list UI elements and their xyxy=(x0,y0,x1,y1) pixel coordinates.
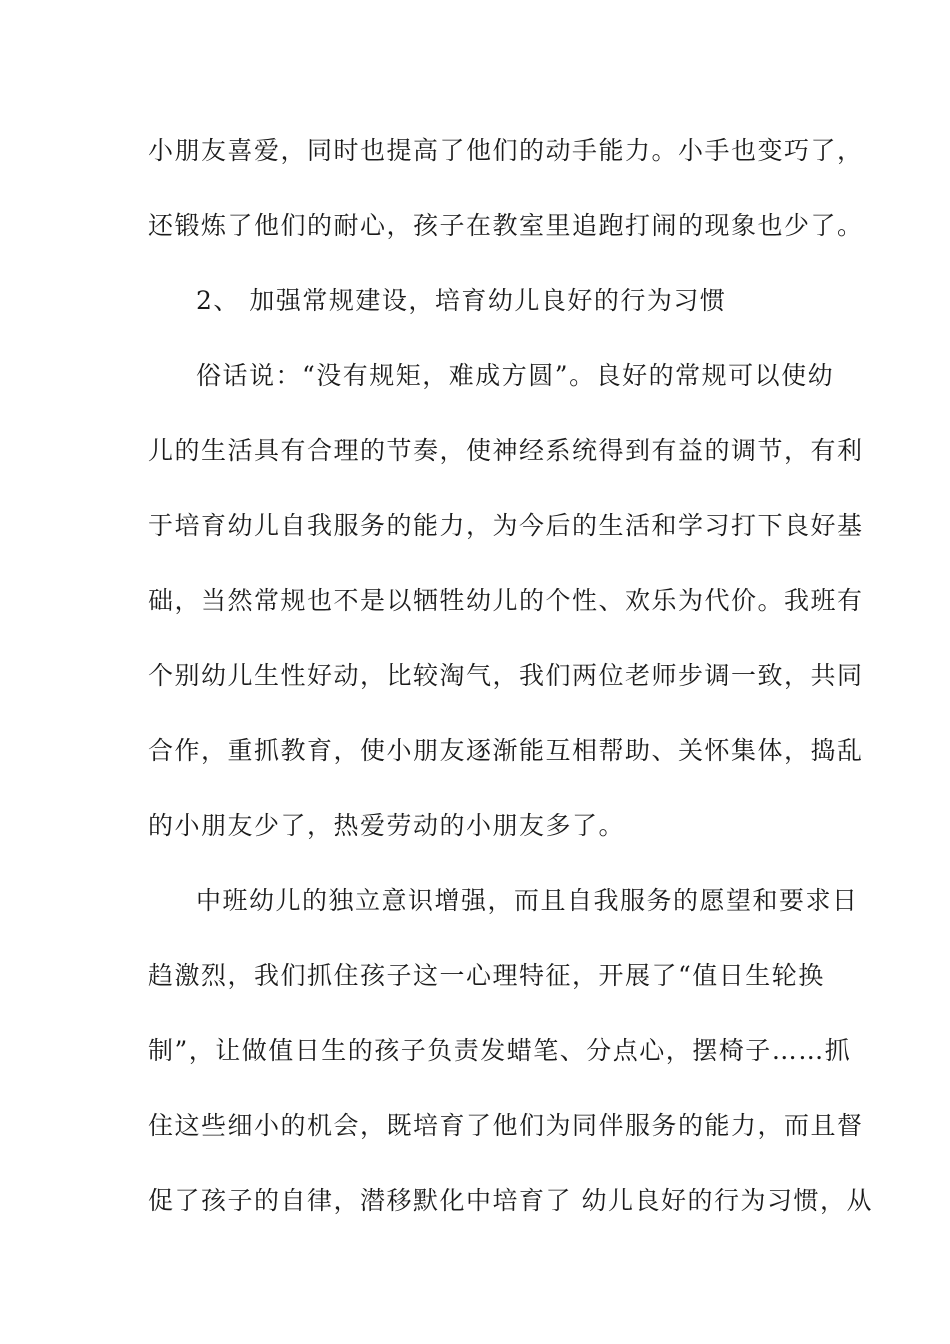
text-line: 儿的生活具有合理的节奏，使神经系统得到有益的调节，有利 xyxy=(148,436,864,465)
paragraph-first-line: 中班幼儿的独立意识增强，而且自我服务的愿望和要求日 xyxy=(196,886,859,915)
section-heading: 2、 加强常规建设，培育幼儿良好的行为习惯 xyxy=(196,286,727,315)
text-line: 趋激烈，我们抓住孩子这一心理特征，开展了“值日生轮换 xyxy=(148,961,825,990)
text-line: 的小朋友少了，热爱劳动的小朋友多了。 xyxy=(148,811,626,840)
paragraph-first-line: 俗话说：“没有规矩，难成方圆”。良好的常规可以使幼 xyxy=(196,361,835,390)
text-line: 促了孩子的自律，潜移默化中培育了 幼儿良好的行为习惯，从 xyxy=(148,1186,873,1215)
text-line: 础，当然常规也不是以牺牲幼儿的个性、欢乐为代价。我班有 xyxy=(148,586,864,615)
text-line: 于培育幼儿自我服务的能力，为今后的生活和学习打下良好基 xyxy=(148,511,864,540)
text-line: 住这些细小的机会，既培育了他们为同伴服务的能力，而且督 xyxy=(148,1111,864,1140)
text-line: 合作，重抓教育，使小朋友逐渐能互相帮助、关怀集体，捣乱 xyxy=(148,736,864,765)
text-line: 小朋友喜爱，同时也提高了他们的动手能力。小手也变巧了， xyxy=(148,136,864,165)
text-line: 制”，让做值日生的孩子负责发蜡笔、分点心，摆椅子……抓 xyxy=(148,1036,852,1065)
text-line: 还锻炼了他们的耐心，孩子在教室里追跑打闹的现象也少了。 xyxy=(148,211,864,240)
text-line: 个别幼儿生性好动，比较淘气，我们两位老师步调一致，共同 xyxy=(148,661,864,690)
